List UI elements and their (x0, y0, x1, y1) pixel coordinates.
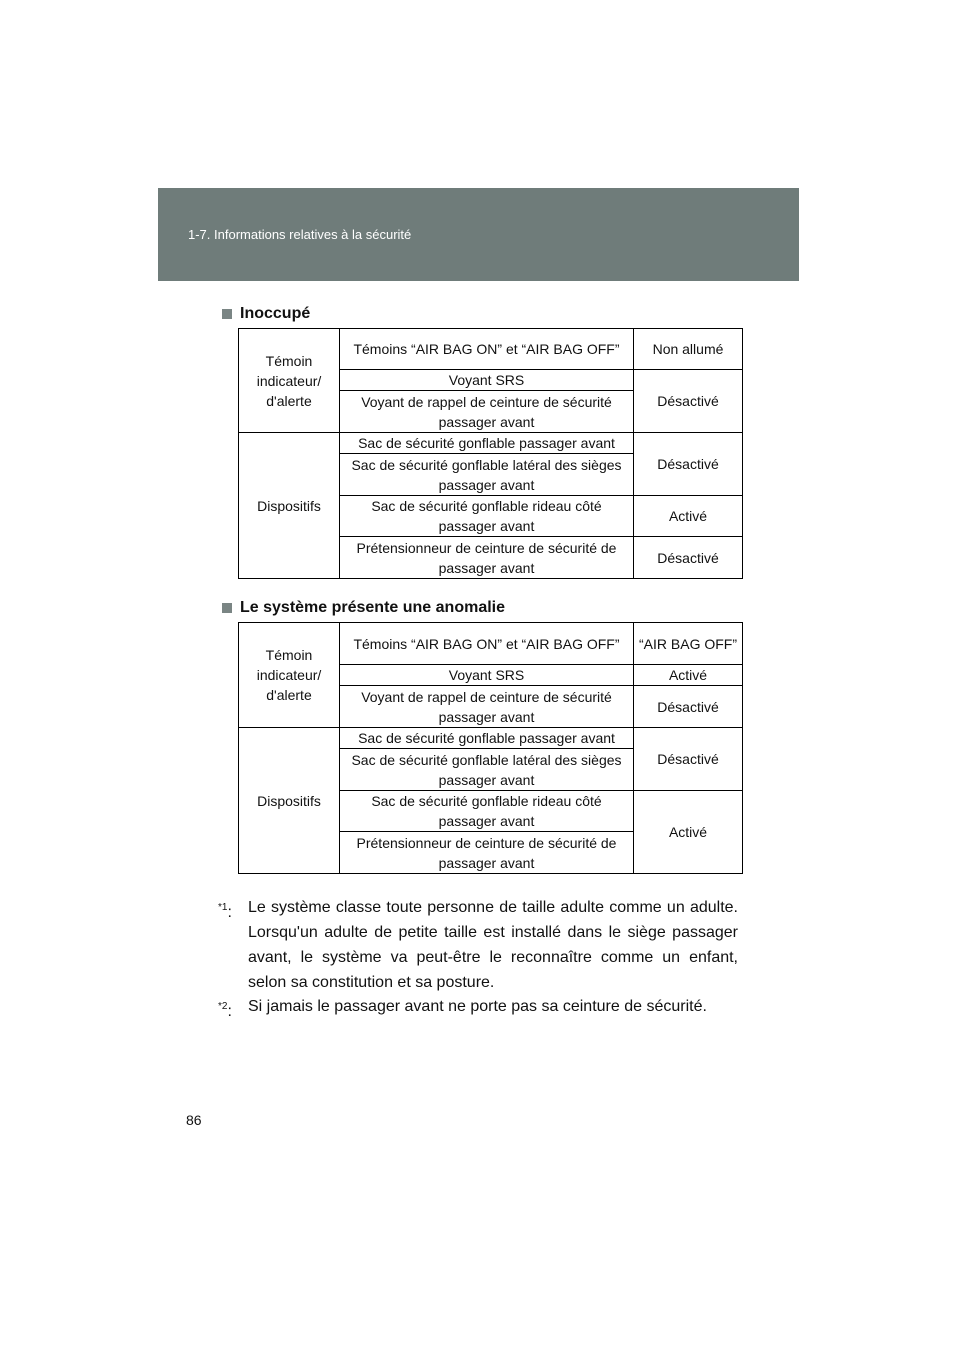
state-cell: Désactivé (634, 686, 743, 728)
square-bullet-icon (222, 603, 232, 613)
status-table-inoccupe (238, 328, 743, 579)
footnote-text: Si jamais le passager avant ne porte pas sa ceinture de sécurité. (248, 998, 707, 1015)
item-cell: Sac de sécurité gonflable passager avant (340, 728, 634, 749)
state-cell: “AIR BAG OFF” (634, 623, 743, 665)
item-cell: Sac de sécurité gonflable rideau côté passager avant (340, 496, 634, 537)
footnote-mark: $^{*1}$: (218, 902, 232, 921)
state-cell: Activé (634, 496, 743, 537)
state-cell: Non allumé (634, 329, 743, 370)
square-bullet-icon (222, 309, 232, 319)
item-cell: Voyant de rappel de ceinture de sécurité passager avant (340, 391, 634, 433)
item-cell: Prétensionneur de ceinture de sécurité de passager avant (340, 832, 634, 874)
item-cell: Voyant SRS (340, 370, 634, 391)
footnote-text: Le système classe toute personne de taille adulte comme un adulte. Lorsqu'un adulte de petite taille est installé dans le siège passager avant, le système va peut-être le reconnaître comme un enfant, selon sa constitution et sa posture. (248, 899, 738, 991)
item-cell: Sac de sécurité gonflable latéral des sièges passager avant (340, 749, 634, 791)
table-row (239, 623, 743, 665)
group-cell: Dispositifs (239, 728, 340, 874)
section-title-text: Le système présente une anomalie (240, 599, 505, 616)
page-number: 86 (186, 1112, 202, 1128)
item-cell: Voyant de rappel de ceinture de sécurité passager avant (340, 686, 634, 728)
state-cell: Activé (634, 665, 743, 686)
section-title-inoccupe (222, 305, 310, 323)
table-row (239, 433, 743, 454)
footnote-1 (218, 895, 738, 995)
section-header-title: 1-7. Informations relatives à la sécurité (188, 227, 412, 242)
group-cell: Témoin indicateur/ d'alerte (239, 329, 340, 433)
table-row (239, 728, 743, 749)
footnote-2 (218, 994, 738, 1019)
state-cell: Désactivé (634, 728, 743, 791)
item-cell: Voyant SRS (340, 665, 634, 686)
item-cell: Sac de sécurité gonflable latéral des sièges passager avant (340, 454, 634, 496)
section-title-anomalie (222, 599, 505, 617)
state-cell: Désactivé (634, 433, 743, 496)
item-cell: Témoins “AIR BAG ON” et “AIR BAG OFF” (340, 329, 634, 370)
status-table-anomalie (238, 622, 743, 874)
item-cell: Prétensionneur de ceinture de sécurité de passager avant (340, 537, 634, 579)
item-cell: Sac de sécurité gonflable passager avant (340, 433, 634, 454)
section-header-bar (158, 188, 799, 281)
group-cell: Témoin indicateur/ d'alerte (239, 623, 340, 728)
state-cell: Désactivé (634, 370, 743, 433)
section-title-text: Inoccupé (240, 305, 311, 322)
footnote-mark: $^{*2}$: (218, 1001, 232, 1020)
item-cell: Sac de sécurité gonflable rideau côté passager avant (340, 791, 634, 832)
item-cell: Témoins “AIR BAG ON” et “AIR BAG OFF” (340, 623, 634, 665)
state-cell: Désactivé (634, 537, 743, 579)
group-cell: Dispositifs (239, 433, 340, 579)
state-cell: Activé (634, 791, 743, 874)
table-row (239, 329, 743, 370)
